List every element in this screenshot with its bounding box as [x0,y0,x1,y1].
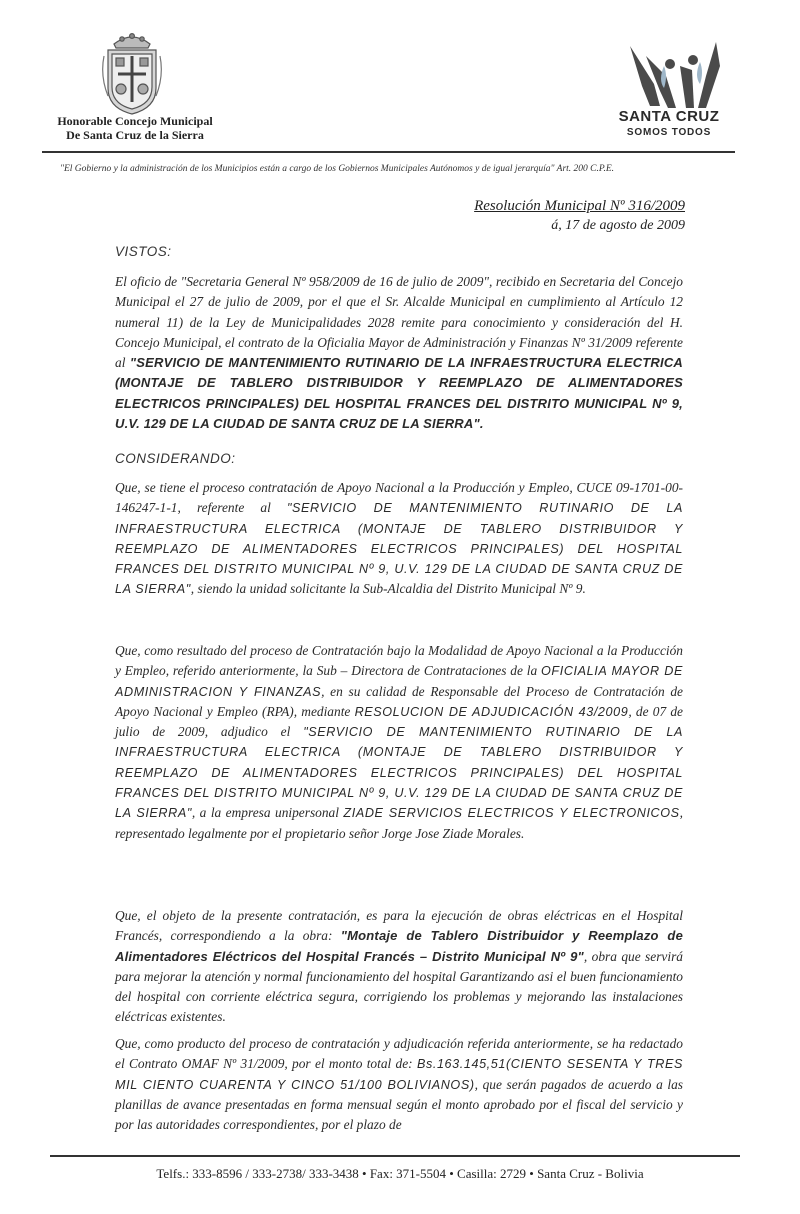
section-heading-considerando: CONSIDERANDO: [115,451,236,466]
considerando-4-amount: Bs.163.145,51(CIENTO SESENTA Y TRES MIL CIENTO CUARENTA Y CINCO 51/100 BOLIVIANOS) [115,1057,683,1092]
council-line-1: Honorable Concejo Municipal [57,114,213,128]
header-divider [42,151,735,153]
considerando-3-intro: Que, el objeto de la presente contratación, es para la ejecución de obras eléctricas en el Hospital Francés, correspondiendo a la obra: [115,908,683,944]
considerando-paragraph-2 [115,641,683,844]
considerando-2-part-2: , en su calidad de Responsable del Proceso de Contratación de Apoyo Nacional y Empleo (RPA), mediante [115,683,683,719]
section-heading-vistos: VISTOS: [115,244,172,259]
considerando-4-intro: Que, como producto del proceso de contratación y adjudicación referida anteriormente, se ha redactado el Contrato OMAF Nº 31/2009, por el monto total de: [115,1036,683,1072]
council-line-2: De Santa Cruz de la Sierra [66,128,204,142]
vistos-paragraph [115,272,683,434]
vistos-text: El oficio de "Secretaria General Nº 958/2009 de 16 de julio de 2009", recibido en Secretaria del Concejo Municipal el 27 de julio de 2009, por el que el Sr. Alcalde Municipal en cumplimiento al Artículo 12 numeral 11) de la Ley de Municipalidades 2028 remite para conocimiento y consideración del H. Concejo Municipal, el contrato de la Oficialia Mayor de Administración y Finanzas Nº 31/2009 referente al [115,274,683,371]
considerando-2-company: ZIADE SERVICIOS ELECTRICOS Y ELECTRONICOS [343,806,680,821]
resolution-date: á, 17 de agosto de 2009 [551,218,685,233]
considerando-paragraph-4 [115,1034,683,1135]
logo-name: SANTA CRUZ [618,108,720,125]
considerando-paragraph-1 [115,478,683,600]
considerando-2-part-1: Que, como resultado del proceso de Contratación bajo la Modalidad de Apoyo Nacional a la Producción y Empleo, referido anteriormente, la Sub – Directora de Contrataciones de la [115,643,683,679]
considerando-paragraph-3 [115,906,683,1028]
vistos-service-title: "SERVICIO DE MANTENIMIENTO RUTINARIO DE LA INFRAESTRUCTURA ELECTRICA (MONTAJE DE TABLERO DISTRIBUIDOR Y REEMPLAZO DE ALIMENTADORES ELECTRICOS PRINCIPALES) DEL HOSPITAL FRANCES DEL DISTRITO MUNICIPAL Nº 9, U.V. 129 DE LA CIUDAD DE SANTA CRUZ DE LA SIERRA". [115,355,683,432]
considerando-1-intro: Que, se tiene el proceso contratación de Apoyo Nacional a la Producción y Empleo, CUCE 09-1701-00-146247-1-1, referente al [115,480,683,516]
considerando-4-outro: , que serán pagados de acuerdo a las planillas de avance presentadas en forma mensual según el monto aprobado por el fiscal del servicio y por las autoridades correspondientes, por el plazo de [115,1076,683,1133]
santa-cruz-figures-logo-icon [620,36,730,116]
constitution-quote: "El Gobierno y la administración de los Municipios están a cargo de los Gobiernos Municipales Autónomos y de igual jerarquía" Art. 200 C.P.E. [60,164,615,174]
considerando-2-part-4: , a la empresa unipersonal [191,805,344,821]
logo-slogan: SOMOS TODOS [626,127,712,138]
considerando-2-service: "SERVICIO DE MANTENIMIENTO RUTINARIO DE LA INFRAESTRUCTURA ELECTRICA (MONTAJE DE TABLERO DISTRIBUIDOR Y REEMPLAZO DE ALIMENTADORES ELECTRICOS PRINCIPALES) DEL HOSPITAL FRANCES DEL DISTRITO MUNICIPAL Nº 9, U.V. 129 DE LA CIUDAD DE SANTA CRUZ DE LA SIERRA" [115,725,683,821]
resolution-title: Resolución Municipal Nº 316/2009 [474,198,685,214]
considerando-1-outro: , siendo la unidad solicitante la Sub-Alcaldia del Distrito Municipal Nº 9. [190,581,586,597]
footer-divider [50,1155,740,1157]
considerando-1-service: "SERVICIO DE MANTENIMIENTO RUTINARIO DE LA INFRAESTRUCTURA ELECTRICA (MONTAJE DE TABLERO DISTRIBUIDOR Y REEMPLAZO DE ALIMENTADORES ELECTRICOS PRINCIPALES) DEL HOSPITAL FRANCES DEL DISTRITO MUNICIPAL Nº 9, U.V. 129 DE LA CIUDAD DE SANTA CRUZ DE LA SIERRA" [115,501,684,597]
considerando-2-office: OFICIALIA MAYOR DE ADMINISTRACION Y FINANZAS [115,664,683,699]
coat-of-arms-icon [100,26,164,116]
footer-contact: Telfs.: 333-8596 / 333-2738/ 333-3438 • Fax: 371-5504 • Casilla: 2729 • Santa Cruz - Bolivia [156,1166,644,1181]
considerando-3-outro: , obra que servirá para mejorar la atención y normal funcionamiento del hospital Garantizando asi el buen funcionamiento del hospital con corriente eléctrica segura, corrigiendo los problemas y mejorando las instalaciones eléctricas existentes. [115,948,683,1025]
considerando-2-part-3: , de 07 de julio de 2009, adjudico el [115,703,684,740]
considerando-2-part-5: , representado legalmente por el propietario señor Jorge Jose Ziade Morales. [115,805,683,841]
considerando-3-work-title: "Montaje de Tablero Distribuidor y Reemplazo de Alimentadores Eléctricos del Hospital Francés – Distrito Municipal Nº 9" [115,928,683,964]
council-name [40,114,230,142]
considerando-2-resolution: RESOLUCION DE ADJUDICACIÓN 43/2009 [354,704,629,719]
